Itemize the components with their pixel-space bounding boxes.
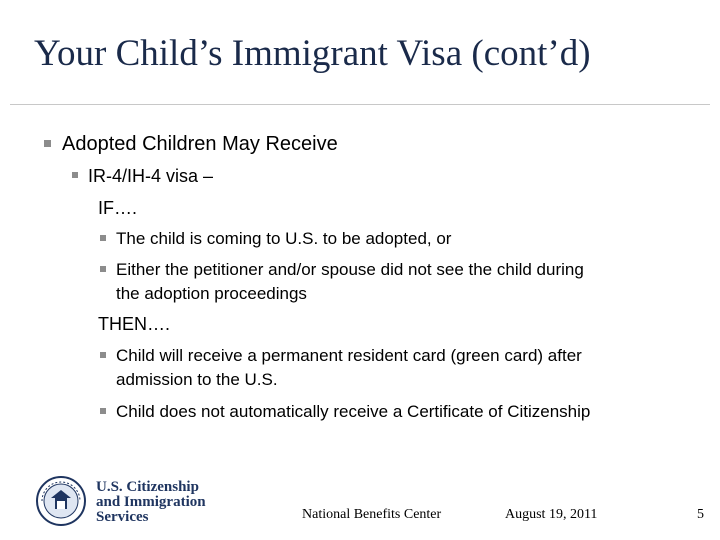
bullet-marker bbox=[72, 172, 78, 178]
if-label: IF…. bbox=[98, 198, 137, 218]
footer-center: National Benefits Center bbox=[302, 507, 442, 522]
bullet-marker bbox=[100, 408, 106, 414]
if-item-2: Either the petitioner and/or spouse did not see the child during bbox=[116, 260, 584, 279]
bullet-marker bbox=[44, 140, 51, 147]
if-item-2-cont: the adoption proceedings bbox=[116, 284, 307, 303]
then-item-1: Child will receive a permanent resident card (green card) after bbox=[116, 346, 582, 365]
bullet-level1: Adopted Children May Receive bbox=[62, 133, 338, 155]
then-item-1-cont: admission to the U.S. bbox=[116, 370, 278, 389]
page-number: 5 bbox=[697, 507, 704, 522]
footer-date: August 19, 2011 bbox=[505, 507, 598, 522]
dhs-seal-icon bbox=[36, 476, 86, 526]
bullet-marker bbox=[100, 266, 106, 272]
if-item-1: The child is coming to U.S. to be adopted, or bbox=[116, 229, 452, 248]
agency-line: Services bbox=[96, 509, 149, 525]
slide-title: Your Child’s Immigrant Visa (cont’d) bbox=[34, 33, 591, 74]
bullet-level2: IR-4/IH-4 visa – bbox=[88, 166, 214, 186]
agency-line: U.S. Citizenship bbox=[96, 479, 199, 495]
agency-line: and Immigration bbox=[96, 494, 206, 510]
bullet-marker bbox=[100, 235, 106, 241]
bullet-marker bbox=[100, 352, 106, 358]
title-divider bbox=[10, 104, 710, 105]
then-label: THEN…. bbox=[98, 314, 170, 334]
agency-name bbox=[96, 480, 206, 525]
then-item-2: Child does not automatically receive a Certificate of Citizenship bbox=[116, 402, 591, 421]
